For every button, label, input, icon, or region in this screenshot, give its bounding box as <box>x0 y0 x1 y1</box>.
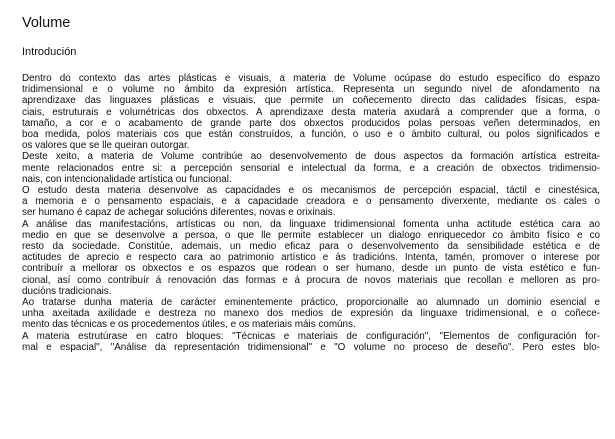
paragraph-line: O estudo desta materia desenvolve as capacidades e os mecanismos de percepción espacial, táctil e cinestésica, <box>22 185 600 197</box>
document-page <box>22 14 600 353</box>
paragraph-line: resto da sociedade. Constitúe, ademais, un medio eficaz para o desenvolvemento da sensibilidade estética e de <box>22 241 600 253</box>
paragraph-line: actitudes de aprecio e respecto cara ao patrimonio artístico e ás tradicións. Intenta, tamén, promover o interese por <box>22 252 600 264</box>
paragraph-line: boa medida, polos materiais cos que están construídos, a función, o uso e o ámbito cultural, ou polos significados e <box>22 129 600 141</box>
paragraph-line: ser humano é capaz de achegar solucións diferentes, novas e orixinais. <box>22 207 336 219</box>
paragraph-line: os valores que se lle queiran outorgar. <box>22 140 190 152</box>
paragraph-line: Dentro do contexto das artes plásticas e visuais, a materia de Volume ocúpase do estudo específico do espazo <box>22 73 600 84</box>
document-title: Volume <box>22 15 71 31</box>
paragraph-line: A análise das manifestacións, artísticas ou non, da linguaxe tridimensional fomenta unha actitude estética cara ao <box>22 218 600 230</box>
paragraph-line: ducións tradicionais. <box>22 285 112 297</box>
paragraph <box>22 331 600 353</box>
paragraph-line: unha axeitada axilidade e destreza no manexo dos medios de expresión da linguaxe tridimensional, e o coñece- <box>22 308 600 320</box>
paragraph-line: ciais, estruturais e volumétricas dos obxectos. A aprendizaxe desta materia axudará a comprender que a forma, o <box>22 106 600 118</box>
paragraph-line: mento das técnicas e os procedementos útiles, e os materiais máis comúns. <box>22 319 356 331</box>
paragraph-line: A materia estrutúrase en catro bloques: "Técnicas e materiais de configuración", "Elementos de configuración for- <box>22 330 600 342</box>
paragraph-line: tamaño, a cor e o acabamento de grande parte dos obxectos producidos polas persoas veñen determinados, en <box>22 117 600 129</box>
paragraph-line: Deste xeito, a materia de Volume contribúe ao desenvolvemento de dous aspectos da formación artística estreita- <box>22 151 600 163</box>
paragraph-line: mal e espacial", "Análise da representación tridimensional" e "O volume no proceso de deseño". Pero estes blo- <box>22 341 600 353</box>
paragraph <box>22 297 600 331</box>
paragraph-line: Ao tratarse dunha materia de carácter eminentemente práctico, proporcionalle ao alumnado un dominio esencial e <box>22 297 600 309</box>
paragraph-line: cional, así como contribuír á renovación das formas e á procura de novos materiais que recollan e melloren as pro- <box>22 274 600 286</box>
paragraph-line: aprendizaxe das linguaxes plásticas e visuais, que permite un coñecemento directo das calidades físicas, espa- <box>22 95 600 107</box>
paragraph <box>22 73 600 151</box>
paragraph-line: nais, con intencionalidade artística ou funcional. <box>22 173 232 185</box>
document-body <box>22 73 600 353</box>
paragraph <box>22 185 600 219</box>
section-heading: Introdución <box>22 46 77 58</box>
paragraph-line: a memoria e o pensamento espaciais, e a capacidade creadora e o pensamento diverxente, mediante os cales o <box>22 196 600 208</box>
paragraph-line: tridimensional e o volume no ámbito da expresión artística. Representa un segundo nivel de afondamento na <box>22 84 600 96</box>
paragraph-line: mente relacionados entre si: a percepción sensorial e intelectual da forma, e a creación de obxectos tridimensio- <box>22 162 600 174</box>
paragraph-line: contribuír a mellorar os obxectos e os espazos que rodean o ser humano, desde un punto de vista estético e fun- <box>22 263 600 275</box>
paragraph-line: medio en que se desenvolve a persoa, o que lle permite establecer un dialogo enriquecedor co ámbito físico e co <box>22 229 600 241</box>
paragraph <box>22 219 600 297</box>
paragraph <box>22 151 600 185</box>
